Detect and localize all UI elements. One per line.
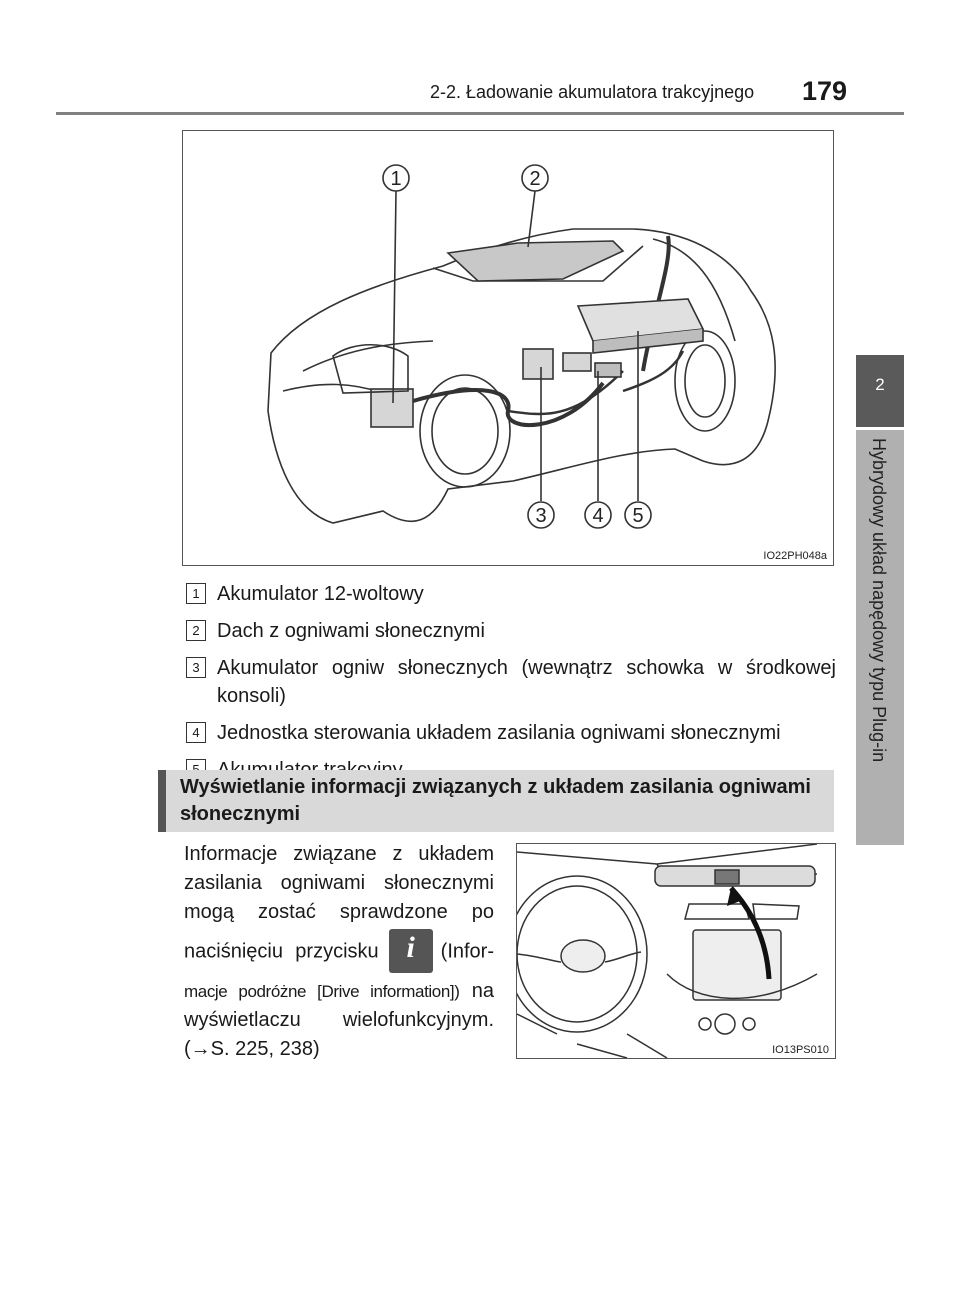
callout-3: 3 [535,505,547,527]
legend-item [186,719,836,747]
legend-text: Jednostka sterowania układem zasilania ogniwami słonecznymi [217,722,781,744]
callout-5: 5 [632,505,644,527]
figure-code: IO13PS010 [772,1044,829,1056]
chapter-number: 2 [875,375,885,394]
car-illustration [182,130,834,566]
body-text-drive-information: macje podróżne [Drive information]) [184,982,460,1001]
callout-4: 4 [592,505,604,527]
chapter-tab-number [856,355,904,427]
legend-text: Dach z ogniwami słonecznymi [217,620,485,642]
legend-list [186,580,836,793]
body-text-end: na wyświetlaczu wielofunkcyjnym. (→S. 225, 238) [184,980,495,1060]
callout-1: 1 [390,168,402,190]
info-icon [389,929,433,973]
legend-text: Akumulator ogniw słonecznych (wewnątrz schowka w środkowej konsoli) [217,657,836,707]
legend-number: 2 [186,620,206,641]
chapter-title: Hybrydowy układ napędowy typu Plug-in [869,438,889,763]
body-text-start: Informacje związane z układem zasilania ogniwami słonecznymi mogą zostać sprawdzone po naciśnięciu przycisku [184,843,494,963]
section-heading: Wyświetlanie informacji związanych z układem zasilania ogniwami słonecznymi [158,770,834,832]
legend-item [186,580,836,608]
info-icon-glyph: i [406,931,415,964]
car-drawing [183,131,833,565]
legend-item [186,654,836,710]
legend-text: Akumulator 12-woltowy [217,583,424,605]
legend-item [186,617,836,645]
figure-code: IO22PH048a [763,550,827,562]
dashboard-illustration [516,843,836,1059]
dashboard-drawing [517,844,835,1058]
body-paragraph [184,840,494,1064]
legend-number: 1 [186,583,206,604]
page-number: 179 [802,76,848,106]
section-title: 2-2. Ładowanie akumulatora trakcyjnego [430,82,755,102]
legend-number: 3 [186,657,206,678]
chapter-tab [856,430,904,845]
body-text-infor: (Infor- [440,940,494,963]
callout-2: 2 [529,168,541,190]
legend-number: 4 [186,722,206,743]
header-rule [56,112,904,115]
